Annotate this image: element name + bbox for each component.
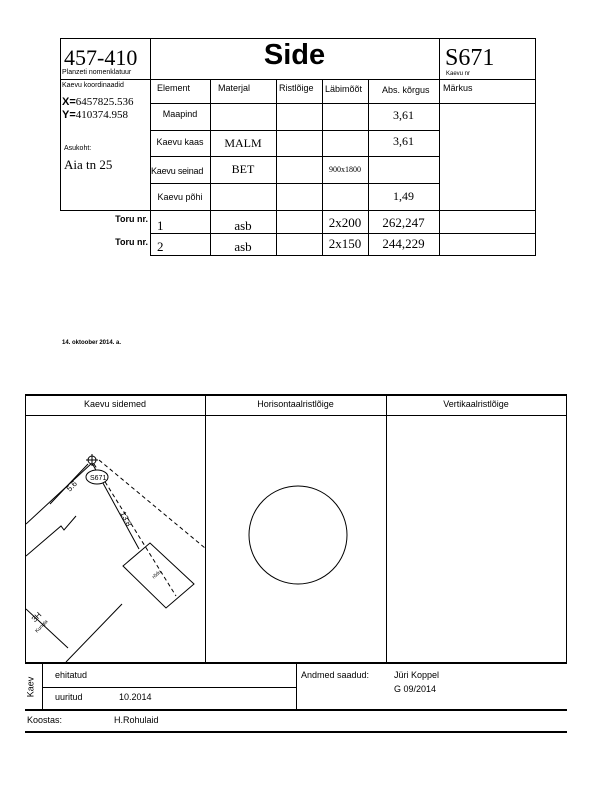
panel-title-horizontal: Horisontaalristlõige [257, 399, 334, 409]
sheet-date: 14. oktoober 2014. a. [62, 340, 122, 346]
pipe-diameter-2: 2x150 [328, 236, 362, 251]
footer-compiled-name: H.Rohulaid [114, 715, 159, 725]
nomenclature-label: Planzeti nomenklatuur [62, 69, 132, 76]
row-element-4: Kaevu põhi [157, 192, 203, 202]
row-abs-2: 3,61 [393, 134, 414, 148]
map-building-label: rõdu [151, 569, 163, 581]
pipe-number-2: 2 [157, 239, 164, 254]
pipe-label-2: Toru nr. [115, 237, 148, 247]
well-number: S671 [445, 45, 495, 71]
pipe-label-1: Toru nr. [115, 214, 148, 224]
row-diameter-3: 900x1800 [329, 165, 361, 174]
location-value: Aia tn 25 [64, 157, 113, 172]
footer-data-code: G 09/2014 [394, 684, 437, 694]
row-abs-4: 1,49 [393, 189, 414, 203]
row-element-2: Kaevu kaas [156, 137, 204, 147]
map-dim-2: 13.8 [118, 509, 134, 528]
footer-data-name: Jüri Koppel [394, 670, 440, 680]
location-label: Asukoht: [64, 145, 92, 152]
header-cross-section: Ristlõige [279, 83, 314, 93]
map-dim-1: 5.6 [64, 479, 79, 494]
header-diameter: Läbimõõt [325, 84, 363, 94]
map-well-label: S671 [90, 475, 107, 482]
header-material: Materjal [218, 83, 251, 93]
row-element-3: Kaevu seinad [151, 166, 204, 176]
header-abs-height: Abs. kõrgus [382, 85, 430, 95]
y-coordinate: Y=410374.958 [62, 109, 129, 121]
row-abs-1: 3,61 [393, 108, 414, 122]
nomenclature-value: 457-410 [64, 45, 138, 70]
panel-title-connections: Kaevu sidemed [83, 399, 147, 409]
footer-surveyed-value: 10.2014 [119, 692, 152, 702]
row-element-1: Maapind [162, 109, 198, 119]
horizontal-section-drawing [206, 416, 386, 662]
well-number-label: Kaevu nr [446, 71, 471, 77]
footer-compiled-label: Koostas: [27, 715, 63, 725]
connections-sketch [26, 416, 205, 662]
footer-data-label: Andmed saadud: [301, 670, 370, 680]
row-material-3: BET [231, 162, 255, 176]
well-section-circle [249, 486, 347, 584]
pipe-diameter-1: 2x200 [328, 215, 362, 230]
footer-built-label: ehitatud [55, 670, 88, 680]
map-house-number: 3H [29, 610, 44, 624]
footer-surveyed-label: uuritud [55, 692, 83, 702]
pipe-material-1: asb [234, 218, 252, 233]
footer-side-label: Kaev [25, 676, 36, 698]
row-material-2: MALM [224, 136, 262, 150]
header-element: Element [157, 83, 191, 93]
coords-label: Kaevu koordinaadid [62, 82, 124, 89]
building-outline [26, 516, 76, 556]
page-title: Side [263, 39, 326, 71]
pipe-number-1: 1 [157, 218, 164, 233]
pipe-material-2: asb [234, 239, 252, 254]
header-remark: Märkus [443, 83, 473, 93]
map-street-label: Kungla [34, 618, 50, 635]
pipe-abs-2: 244,229 [382, 236, 425, 251]
x-coordinate: X=6457825.536 [62, 96, 134, 108]
panel-title-vertical: Vertikaalristlõige [443, 399, 509, 409]
pipe-abs-1: 262,247 [382, 215, 425, 230]
